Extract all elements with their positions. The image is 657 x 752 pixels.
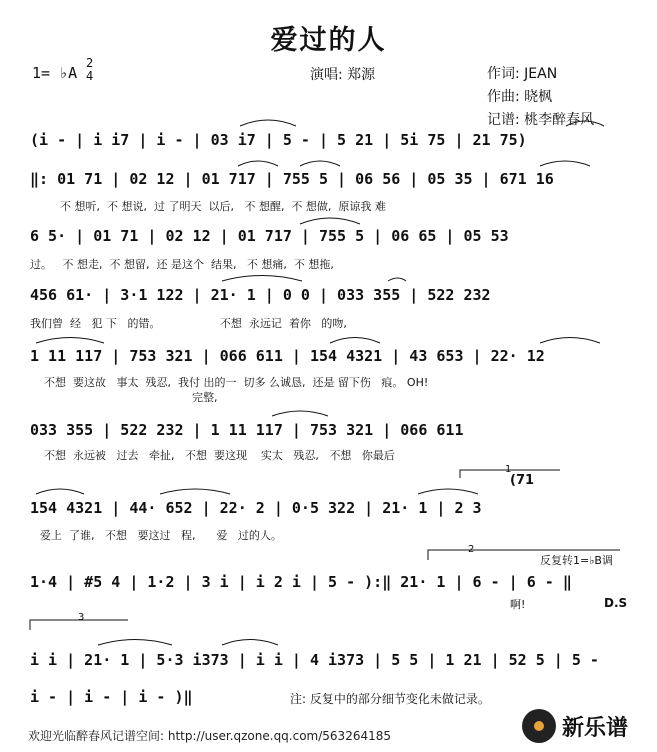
- tie-mark: [330, 338, 380, 344]
- line-7-bracket: (71: [510, 473, 535, 488]
- tie-mark: [540, 161, 590, 166]
- lyrics-line-4: 我们曾 经 犯 下 的错。 不想 永远记 着你 的吻,: [30, 317, 347, 330]
- tie-mark: [222, 640, 278, 646]
- volta-number-2: 2: [468, 544, 475, 555]
- lyrics-line-2: 不 想听, 不 想说, 过 了明天 以后, 不 想醒, 不 想做, 原谅我 难: [60, 200, 386, 213]
- dal-segno: D.S: [604, 596, 628, 610]
- tie-mark: [272, 411, 328, 416]
- score-line-1: (i - | i i7 | i - | 03 i7 | 5 - | 5 21 | 5i 75 | 21 75): [30, 131, 527, 149]
- score-line-5: 1 11 117 | 753 321 | 066 611 | 154 4321 | 43 653 | 22· 12: [30, 347, 545, 365]
- tie-mark: [36, 489, 84, 494]
- key-signature: 1= ♭A: [32, 64, 78, 82]
- lyrics-line-5-sub: 完整,: [192, 391, 218, 404]
- lyrics-line-6: 不想 永远被 过去 牵扯, 不想 要这现 实太 残忍, 不想 你最后: [44, 449, 395, 462]
- tie-mark: [160, 489, 230, 494]
- score-line-6: 033 355 | 522 232 | 1 11 117 | 753 321 | 066 611: [30, 421, 464, 439]
- tie-mark: [418, 489, 478, 494]
- score-line-4: 456 61· | 3·1 122 | 21· 1 | 0 0 | 033 355 | 522 232: [30, 286, 491, 304]
- score-line-9: i i | 21· 1 | 5·3 i373 | i i | 4 i373 | 5 5 | 1 21 | 52 5 | 5 -: [30, 651, 599, 669]
- tie-mark: [36, 338, 104, 344]
- tie-mark: [98, 640, 172, 646]
- composer-credit: 作曲: 晓枫: [487, 89, 553, 105]
- time-signature-denominator: 4: [86, 69, 94, 83]
- tie-mark: [300, 161, 340, 166]
- lyrics-line-7: 爱上 了谁, 不想 要这过 程, 爱 过的人。: [40, 529, 282, 542]
- song-title: 爱过的人: [270, 25, 387, 56]
- lyricist-credit: 作词: JEAN: [487, 66, 558, 82]
- tie-mark: [566, 121, 604, 126]
- logo-text: 新乐谱: [562, 716, 629, 741]
- score-line-8: 1·4 | #5 4 | 1·2 | 3 i | i 2 i | 5 - ):‖ 21· 1 | 6 - | 6 - ‖: [30, 573, 572, 591]
- tie-mark: [300, 218, 360, 224]
- singer-credit: 演唱: 郑源: [310, 67, 376, 83]
- transcriber-credit: 记谱: 桃李醉春风: [487, 112, 595, 128]
- tie-mark: [222, 276, 302, 282]
- score-line-2: ‖: 01 71 | 02 12 | 01 717 | 755 5 | 06 56 | 05 35 | 671 16: [30, 170, 554, 188]
- tie-mark: [540, 338, 600, 344]
- score-line-7: 154 4321 | 44· 652 | 22· 2 | 0·5 322 | 21· 1 | 2 3: [30, 499, 482, 517]
- time-signature-numerator: 2: [86, 56, 94, 70]
- score-line-10: i - | i - | i - )‖: [30, 688, 193, 706]
- volta-bracket: [428, 550, 620, 560]
- volta-bracket: [460, 470, 560, 478]
- repeat-key-change: 反复转1=♭B调: [540, 554, 613, 567]
- footer-welcome: 欢迎光临醉春风记谱空间: http://user.qzone.qq.com/563264185: [28, 729, 392, 743]
- remark-note: 注: 反复中的部分细节变化未做记录。: [290, 692, 490, 706]
- score-line-3: 6 5· | 01 71 | 02 12 | 01 717 | 755 5 | 06 65 | 05 53: [30, 227, 509, 245]
- tie-mark: [238, 161, 278, 166]
- volta-bracket: [30, 620, 128, 630]
- lyrics-line-3: 过。 不 想走, 不 想留, 还 是这个 结果, 不 想痛, 不 想拖,: [30, 258, 334, 271]
- record-disc-icon: [522, 709, 556, 743]
- volta-number-3: 3: [78, 612, 85, 623]
- lyrics-line-5: 不想 要这故 事太 残忍, 我付 出的一 切多 么诚恳, 还是 留下伤 痕。 OH!: [44, 376, 429, 389]
- site-logo: [522, 707, 652, 747]
- lyrics-line-8-ah: 啊!: [510, 598, 526, 611]
- tie-mark: [240, 120, 296, 126]
- volta-number-1: 1: [505, 464, 512, 475]
- tie-mark: [388, 278, 406, 281]
